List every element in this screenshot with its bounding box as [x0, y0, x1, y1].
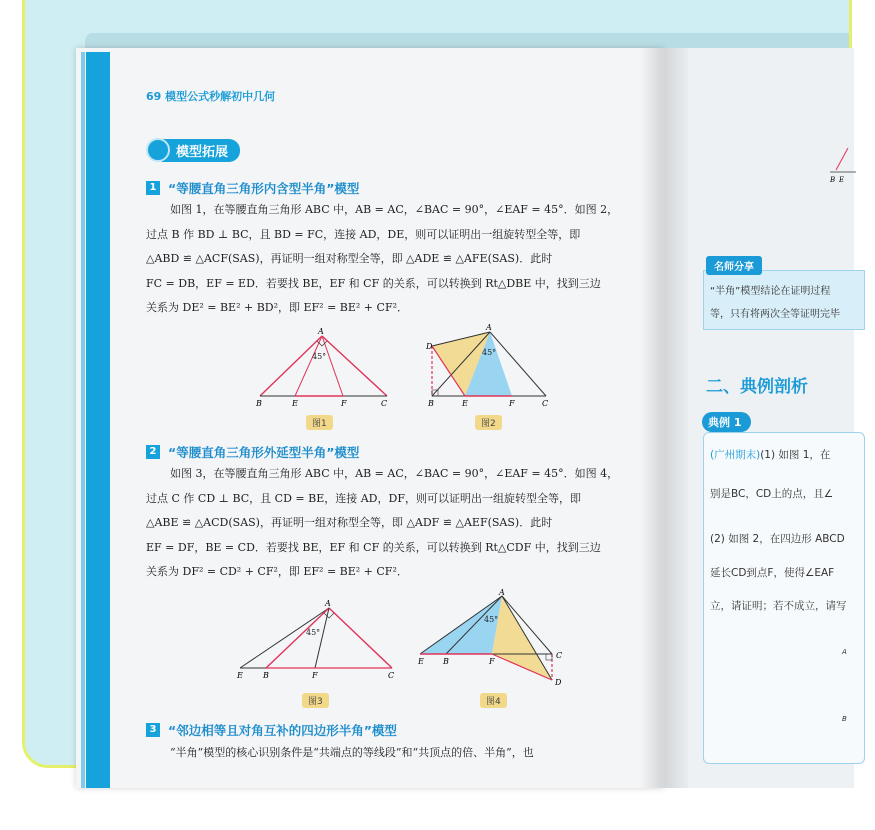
fig4-label-e: E	[418, 657, 424, 666]
fig3-right-angle	[324, 613, 334, 618]
subsection-title: “邻边相等且对角互补的四边形半角”模型	[168, 723, 397, 738]
subsection-2-text	[146, 462, 638, 585]
rp-label-b: B	[830, 176, 836, 184]
example-line: 别是BC，CD上的点，且∠	[710, 488, 834, 500]
tip-box	[703, 270, 865, 330]
figure-1	[250, 326, 395, 414]
fig3-segment-ae	[240, 608, 329, 668]
leaf-icon	[146, 138, 170, 162]
example-line-text: (1) 如图 1，在	[760, 449, 831, 461]
rp-label-e: E	[839, 176, 845, 184]
rp-figure-line	[836, 148, 848, 170]
text-line: 如图 3，在等腰直角三角形 ABC 中，AB = AC，∠BAC = 90°，∠EAF = 45°．如图 4，	[170, 467, 619, 480]
text-line: FC = DB，EF = ED．若要找 BE，EF 和 CF 的关系，可以转换到 Rt△DBE 中，找到三边	[146, 276, 601, 290]
fig1-label-b: B	[256, 399, 262, 408]
fig3-label-f: F	[312, 671, 318, 680]
fig2-label-e: E	[462, 399, 468, 408]
subsection-number: 2	[146, 445, 160, 459]
fig1-label-a: A	[318, 327, 324, 336]
fig4-label-a: A	[499, 588, 505, 597]
fig2-angle-label: 45°	[482, 348, 497, 357]
subsection-1-text	[146, 198, 638, 321]
subsection-3-heading	[146, 721, 397, 739]
fig2-caption: 图2	[475, 415, 502, 430]
text-line: 关系为 DF² = CD² + CF²，即 EF² = BE² + CF²．	[146, 565, 408, 578]
fig3-angle-label: 45°	[306, 628, 321, 637]
fig4-label-d: D	[555, 678, 562, 687]
fig4-caption: 图4	[480, 693, 507, 708]
fig4-right-angle-c	[546, 654, 552, 660]
subsection-title: “等腰直角三角形内含型半角”模型	[168, 181, 360, 196]
fig4-label-b: B	[443, 657, 449, 666]
fig3-segment-af	[315, 608, 329, 668]
margin-letter-a: A	[842, 648, 847, 656]
fig3-side-ac	[329, 608, 392, 668]
fig3-side-ab	[266, 608, 329, 668]
section-2-title: 二、典例剖析	[706, 377, 808, 397]
fig1-label-f: F	[341, 399, 347, 408]
text-line: “半角”模型的核心识别条件是“共端点的等线段”和“共顶点的倍、半角”，也	[170, 746, 534, 759]
section-title: 模型拓展	[162, 139, 240, 162]
fig3-label-b: B	[263, 671, 269, 680]
margin-letter-b: B	[842, 715, 847, 723]
page-edge-stripe	[81, 52, 85, 788]
fig4-angle-label: 45°	[484, 615, 499, 624]
figure-4	[412, 586, 572, 688]
text-line: △ABE ≌ △ACD(SAS)，再证明一组对称型全等，即 △ADF ≌ △AEF(SAS)．此时	[146, 516, 553, 529]
fig3-label-a: A	[325, 599, 331, 608]
fig3-label-e: E	[237, 671, 243, 680]
text-line: 如图 1，在等腰直角三角形 ABC 中，AB = AC，∠BAC = 90°，∠EAF = 45°．如图 2，	[170, 203, 619, 216]
example-line	[710, 447, 830, 462]
subsection-number: 3	[146, 723, 160, 737]
fig1-side-ac	[322, 336, 387, 396]
fig3-caption: 图3	[302, 693, 329, 708]
tip-line: 等，只有将两次全等证明完毕	[710, 309, 840, 320]
fig4-label-c: C	[556, 651, 563, 660]
fig1-caption: 图1	[306, 415, 333, 430]
section-badge	[146, 139, 240, 161]
example-line: 立，请证明；若不成立，请写	[710, 600, 847, 612]
text-line: 过点 B 作 BD ⊥ BC，且 BD = FC，连接 AD，DE，则可以证明出一组旋转型全等，即	[146, 227, 581, 241]
subsection-3-text	[146, 741, 638, 766]
fig2-label-b: B	[428, 399, 434, 408]
right-page-figure-fragment	[826, 140, 856, 190]
text-line: △ABD ≌ △ACF(SAS)，再证明一组对称型全等，即 △ADE ≌ △AFE(SAS)．此时	[146, 252, 553, 265]
fig2-label-c: C	[542, 399, 549, 408]
subsection-number: 1	[146, 181, 160, 195]
subsection-1-heading	[146, 179, 359, 197]
fig3-label-c: C	[388, 671, 395, 680]
subsection-2-heading	[146, 443, 359, 461]
running-header: 69 模型公式秒解初中几何	[146, 90, 276, 103]
text-line: 过点 C 作 CD ⊥ BC，且 CD = BE，连接 AD，DF，则可以证明出一组旋转型全等，即	[146, 491, 581, 505]
example-source: (广州期末)	[710, 449, 761, 461]
example-line: 延长CD到点F，使得∠EAF	[710, 567, 835, 579]
fig2-label-a: A	[486, 323, 492, 332]
figure-2	[420, 322, 560, 414]
fig1-label-e: E	[292, 399, 298, 408]
fig2-label-f: F	[509, 399, 515, 408]
fig4-label-f: F	[489, 657, 495, 666]
fig1-side-ab	[260, 336, 322, 396]
fig1-segment-ae	[295, 336, 322, 396]
fig1-angle-label: 45°	[312, 352, 327, 361]
page-side-stripe	[86, 52, 110, 788]
figure-3	[232, 598, 402, 688]
example-label: 典例 1	[702, 412, 751, 432]
fig1-label-c: C	[381, 399, 388, 408]
fig2-label-d: D	[426, 342, 433, 351]
text-line: EF = DF，BE = CD．若要找 BE，EF 和 CF 的关系，可以转换到 Rt△CDF 中，找到三边	[146, 540, 601, 554]
book-gutter	[640, 48, 688, 788]
subsection-title: “等腰直角三角形外延型半角”模型	[168, 445, 360, 460]
tip-line: “半角”模型结论在证明过程	[710, 286, 831, 297]
tip-title: 名师分享	[706, 256, 762, 275]
text-line: 关系为 DE² = BE² + BD²，即 EF² = BE² + CF²．	[146, 301, 408, 314]
example-line: (2) 如图 2，在四边形 ABCD	[710, 533, 845, 545]
